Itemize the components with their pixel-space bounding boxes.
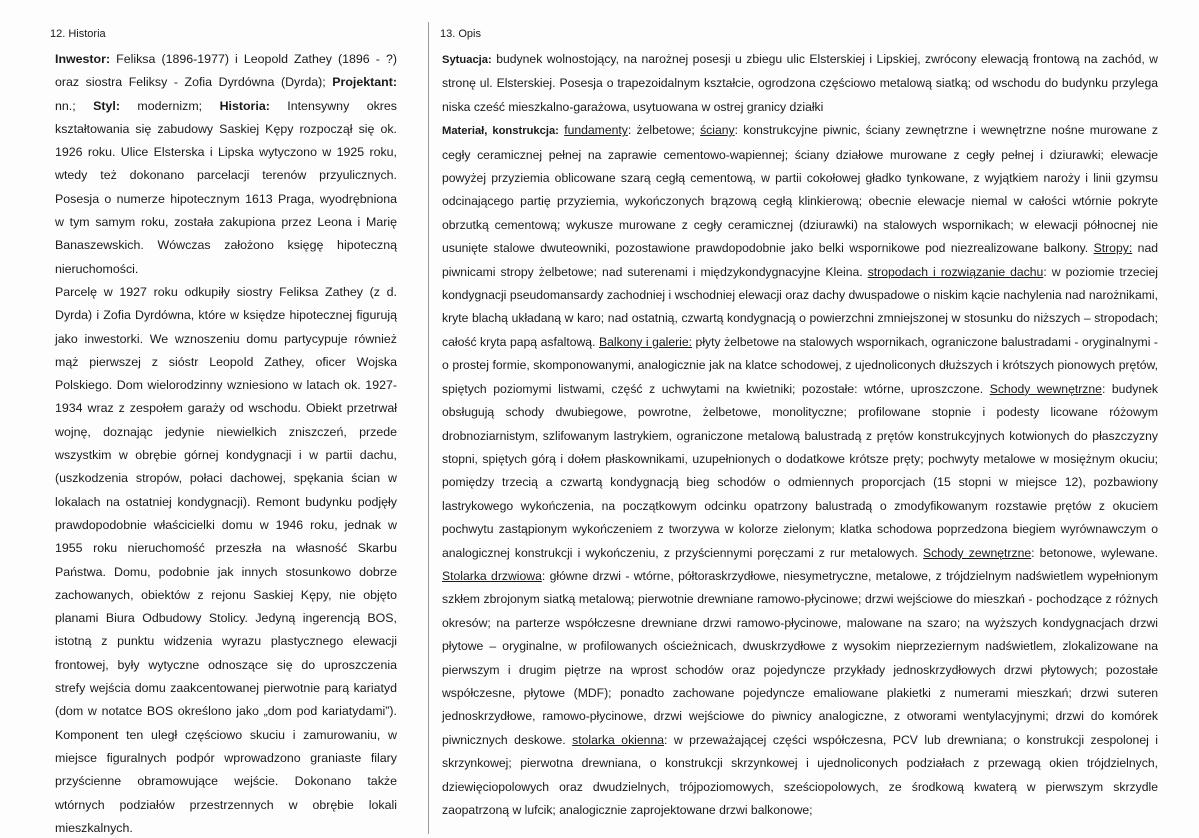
body-text: : betonowe, wylewane. xyxy=(1031,545,1158,560)
body-text: : żelbetowe; xyxy=(627,123,701,138)
label-text: Styl: xyxy=(93,98,120,113)
body-text: : główne drzwi - wtórne, półtoraskrzydłowe, niesymetryczne, metalowe, z trójdzielnym nadświetlem wypełnionym szkłem zbrojonym siatką metalową; pierwotnie drewniane ramowo-płycinowe; drzwi wejściowe do mieszkań - pochodzące z różnych okresów; na parterze współczesne drewniane drzwi ramowo-płycinowe, malowane na szaro; na wyższych kondygnacjach drzwi płytowe – oryginalne, w profilowanych ościeżnicach, dwuskrzydłowe z wysokim nieprzeziernym nadświetlem, zlokalizowane na pierwszym i drugim piętrze na wprost schodów oraz pojedyncze przykłady jednoskrzydłowych drzwi płytowych; pozostałe współczesne, płytowe (MDF); ponadto zachowane pojedyncze emaliowane plakietki z numerami mieszkań; drzwi suteren jednoskrzydłowe, ramowo-płycinowe, drzwi wejściowe do piwnicy analogiczne, z otworami wentylacyjnymi; drzwi do komórek piwnicznych deskowe. xyxy=(442,568,1158,747)
history-column xyxy=(50,26,397,838)
body-text: Intensywny okres kształtowania się zabudowy Saskiej Kępy rozpoczął się ok. 1926 roku. Ulice Elsterska i Lipska wytyczono w 1925 roku, wtedy też dokonano parcelacji terenów przyulicznych. Posesja o numerze hipotecznym 1613 Praga, wyodrębniona w tym samym roku, została zakupiona przez Leona i Marię Banaszewskich. Wówczas założono księgę hipoteczną nieruchomości. xyxy=(55,98,397,276)
label-text: ściany xyxy=(700,123,735,138)
description-body xyxy=(442,48,1158,822)
description-heading: 13. Opis xyxy=(440,28,481,40)
description-column xyxy=(440,26,1158,822)
label-text: Balkony i galerie: xyxy=(598,334,693,349)
label-text: Schody zewnętrzne xyxy=(923,545,1032,560)
paragraph xyxy=(55,281,397,838)
body-text: nad piwnicami stropy żelbetowe; nad suterenami i międzykondygnacyjne Kleina. xyxy=(442,241,1158,279)
body-text: płyty żelbetowe na stalowych wspornikach, ograniczone balustradami - oryginalnymi - o prostej formie, skomponowanymi, analogicznie jak na klatce schodowej, z ujednoliconych dłuższych i krótszych pionowych prętów, spiętych poziomymi listwami, część z uchwytami na kwietniki; pozostałe: wtórne, uproszczone. xyxy=(442,334,1158,396)
body-text: : konstrukcyjne piwnic, ściany zewnętrzne i wewnętrzne nośne murowane z cegły ceramicznej pełnej na zaprawie cementowo-wapiennej; ściany działowe murowane z cegły pełnej i dziurawki; elewacje powyżej przyziemia oblicowane szarą cegłą cementową, w partii cokołowej gładko tynkowane, z wyjątkiem naroży i linii gzymsu odcinającego partię przyziemia, wykończonych brązową cegłą klinkierową; obecnie elewacje niemal w całości wtórnie pokryte obrzutką cementową; wykusze murowane z cegły ceramicznej (dziurawki) na stalowych wspornikach; w elewacji północnej nie usunięte stalowe dwuteowniki, pozostawione prawdopodobnie jako belki wspornikowe pod niezrealizowane balkony. xyxy=(442,123,1159,256)
body-text: : budynek obsługują schody dwubiegowe, powrotne, żelbetowe, monolityczne; profilowane stopnie i podesty licowane różowym drobnoziarnistym, szlifowanym lastrykiem, ograniczone metalową balustradą z prętów konstrukcyjnych kotwionych do płaszczyzny stopni, spiętych górą i dołem płaskownikami, uzupełnionych o dodatkowe krótsze pręty; pochwyty metalowe w mosiężnym okuciu; pomiędzy trzecią a czwartą kondygnacją bieg schodów o odmiennych proporcjach (15 stopni w miejsce 12), pozbawiony lastrykowego wykończenia, na początkowym odcinku opatrzony balustradą o zmodyfikowanym rozstawie prętów z okuciem pochwytu zastąpionym wykończeniem z tworzywa w kolorze zielonym; klatka schodowa poprzedzona biegiem wyrównawczym o analogicznej konstrukcji i wykończeniu, z przyściennymi poręczami z rur metalowych. xyxy=(442,381,1158,560)
label-text: stolarka okienna xyxy=(572,732,665,747)
column-divider xyxy=(428,22,429,834)
paragraph xyxy=(442,48,1158,119)
label-text: Sytuacja: xyxy=(442,54,492,66)
paragraph xyxy=(442,119,1158,822)
label-text: Stolarka drzwiowa xyxy=(442,568,542,583)
history-heading: 12. Historia xyxy=(50,28,106,40)
body-text: : w przeważającej części współczesna, PCV lub drewniana; o konstrukcji zespolonej i skrzynkowej; pierwotna drewniana, o konstrukcji skrzynkowej i ujednoliconych podziałach z przewagą okien trójdzielnych, dziewięciopolowych oraz dwudzielnych, trójpoziomowych, sześciopolowych, ze środkową kwaterą w pierwszym skrzydle zaopatrzoną w lufcik; analogicznie zaprojektowane drzwi balkonowe; xyxy=(442,732,1158,817)
label-text: Stropy: xyxy=(1093,241,1133,256)
body-text: Parcelę w 1927 roku odkupiły siostry Feliksa Zathey (z d. Dyrda) i Zofia Dyrdówna, które w księdze hipotecznej figurują jako inwestorki. We wznoszeniu domu partycypuje również mąż pierwszej z sióstr Leopold Zathey, oficer Wojska Polskiego. Dom wielorodzinny wzniesiono w latach ok. 1927-1934 wraz z zespołem garaży od wschodu. Obiekt przetrwał wojnę, doznając jedynie niewielkich zniszczeń, przede wszystkim w obrębie górnej kondygnacji i w partii dachu, (uszkodzenia stropów, połaci dachowej, spękania ścian w lokalach na ostatniej kondygnacji). Remont budynku podjęły prawdopodobnie właścicielki domu w 1946 roku, jednak w 1955 roku nieruchomość przeszła na własność Skarbu Państwa. Domu, podobnie jak innych stosunkowo dobrze zachowanych, obiektów z rejonu Saskiej Kępy, nie objęto planami Biura Odbudowy Stolicy. Jedyną ingerencją BOS, istotną z punktu widzenia wyrazu plastycznego elewacji frontowej, były wytyczne odnoszące się do uproszczenia strefy wejścia domu zaakcentowanej pierwotnie parą kariatyd (dom w notatce BOS określono jako „dom pod kariatydami”). Komponent ten uległ częściowo skuciu i zamurowaniu, w miejsce figuralnych podpór wprowadzono graniaste filary przyścienne obramowujące wejście. Dokonano także wtórnych podziałów przestrzennych w obrębie lokali mieszkalnych. xyxy=(55,284,397,835)
body-text: budynek wolnostojący, na narożnej posesji u zbiegu ulic Elsterskiej i Lipskiej, zwrócony elewacją frontową na zachód, w stronę ul. Elsterskiej. Posesja o trapezoidalnym kształcie, ogrodzona częściowo metalową siatką; od wschodu do budynku przylega niska cześć mieszkalno-garażowa, usytuowana w ostrej granicy działki xyxy=(442,52,1158,114)
body-text: nn.; xyxy=(55,98,94,113)
body-text: : w poziomie trzeciej kondygnacji pseudomansardy zachodniej i wschodniej elewacji oraz dachy dwuspadowe o niskim kącie nachylenia nad narożnikami, kryte blachą układaną w karo; nad ostatnią, czwartą kondygnacją o powierzchni zmniejszonej w stosunku do niższych – stropodach; całość kryta papą asfaltową. xyxy=(442,264,1158,349)
paragraph xyxy=(55,48,397,281)
history-body xyxy=(55,48,397,838)
label-text: Schody wewnętrzne xyxy=(989,381,1102,396)
label-text: Materiał, konstrukcja: xyxy=(442,125,559,138)
label-text: fundamenty xyxy=(564,123,628,138)
label-text: Historia: xyxy=(219,98,270,113)
body-text: modernizm; xyxy=(119,98,220,113)
body-text: Feliksa (1896-1977) i Leopold Zathey (1896 - ?) oraz siostra Feliksy - Zofia Dyrdówna (Dyrda); xyxy=(55,52,397,90)
label-text: stropodach i rozwiązanie dachu xyxy=(867,264,1044,279)
label-text: Projektant: xyxy=(332,75,397,90)
label-text: Inwestor: xyxy=(55,52,111,66)
